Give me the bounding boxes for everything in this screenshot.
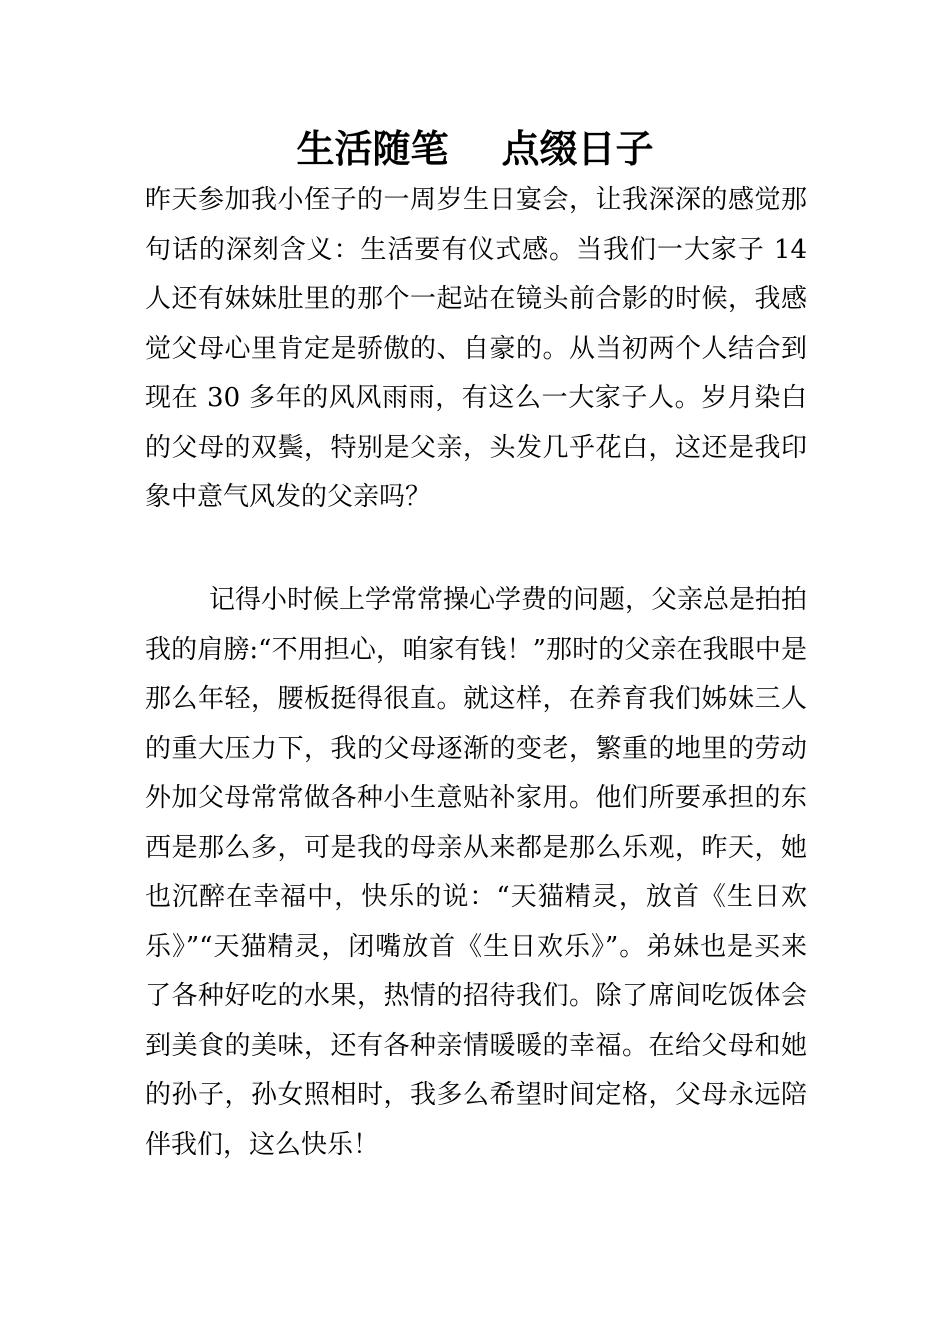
paragraph-1: 昨天参加我小侄子的一周岁生日宴会，让我深深的感觉那句话的深刻含义：生活要有仪式感。当我们一大家子 14 人还有妹妹肚里的那个一起站在镜头前合影的时候，我感觉父母心里肯定是骄傲的、自豪的。从当初两个人结合到现在 30 多年的风风雨雨，有这么一大家子人。岁月染白的父母的双鬓，特别是父亲，头发几乎花白，这还是我印象中意气风发的父亲吗？ — [145, 185, 807, 512]
paragraph-2: 记得小时候上学常常操心学费的问题，父亲总是拍拍我的肩膀:“不用担心，咱家有钱！”那时的父亲在我眼中是那么年轻，腰板挺得很直。就这样，在养育我们姊妹三人的重大压力下，我的父母逐渐的变老，繁重的地里的劳动外加父母常常做各种小生意贴补家用。他们所要承担的东西是那么多，可是我的母亲从来都是那么乐观，昨天，她也沉醉在幸福中，快乐的说：“天猫精灵，放首《生日欢乐》”“天猫精灵，闭嘴放首《生日欢乐》”。弟妹也是买来了各种好吃的水果，热情的招待我们。除了席间吃饭体会到美食的美味，还有各种亲情暖暖的幸福。在给父母和她的孙子，孙女照相时，我多么希望时间定格，父母永远陪伴我们，这么快乐！ — [145, 585, 808, 1160]
document-title: 生活随笔 点缀日子 — [296, 127, 654, 171]
